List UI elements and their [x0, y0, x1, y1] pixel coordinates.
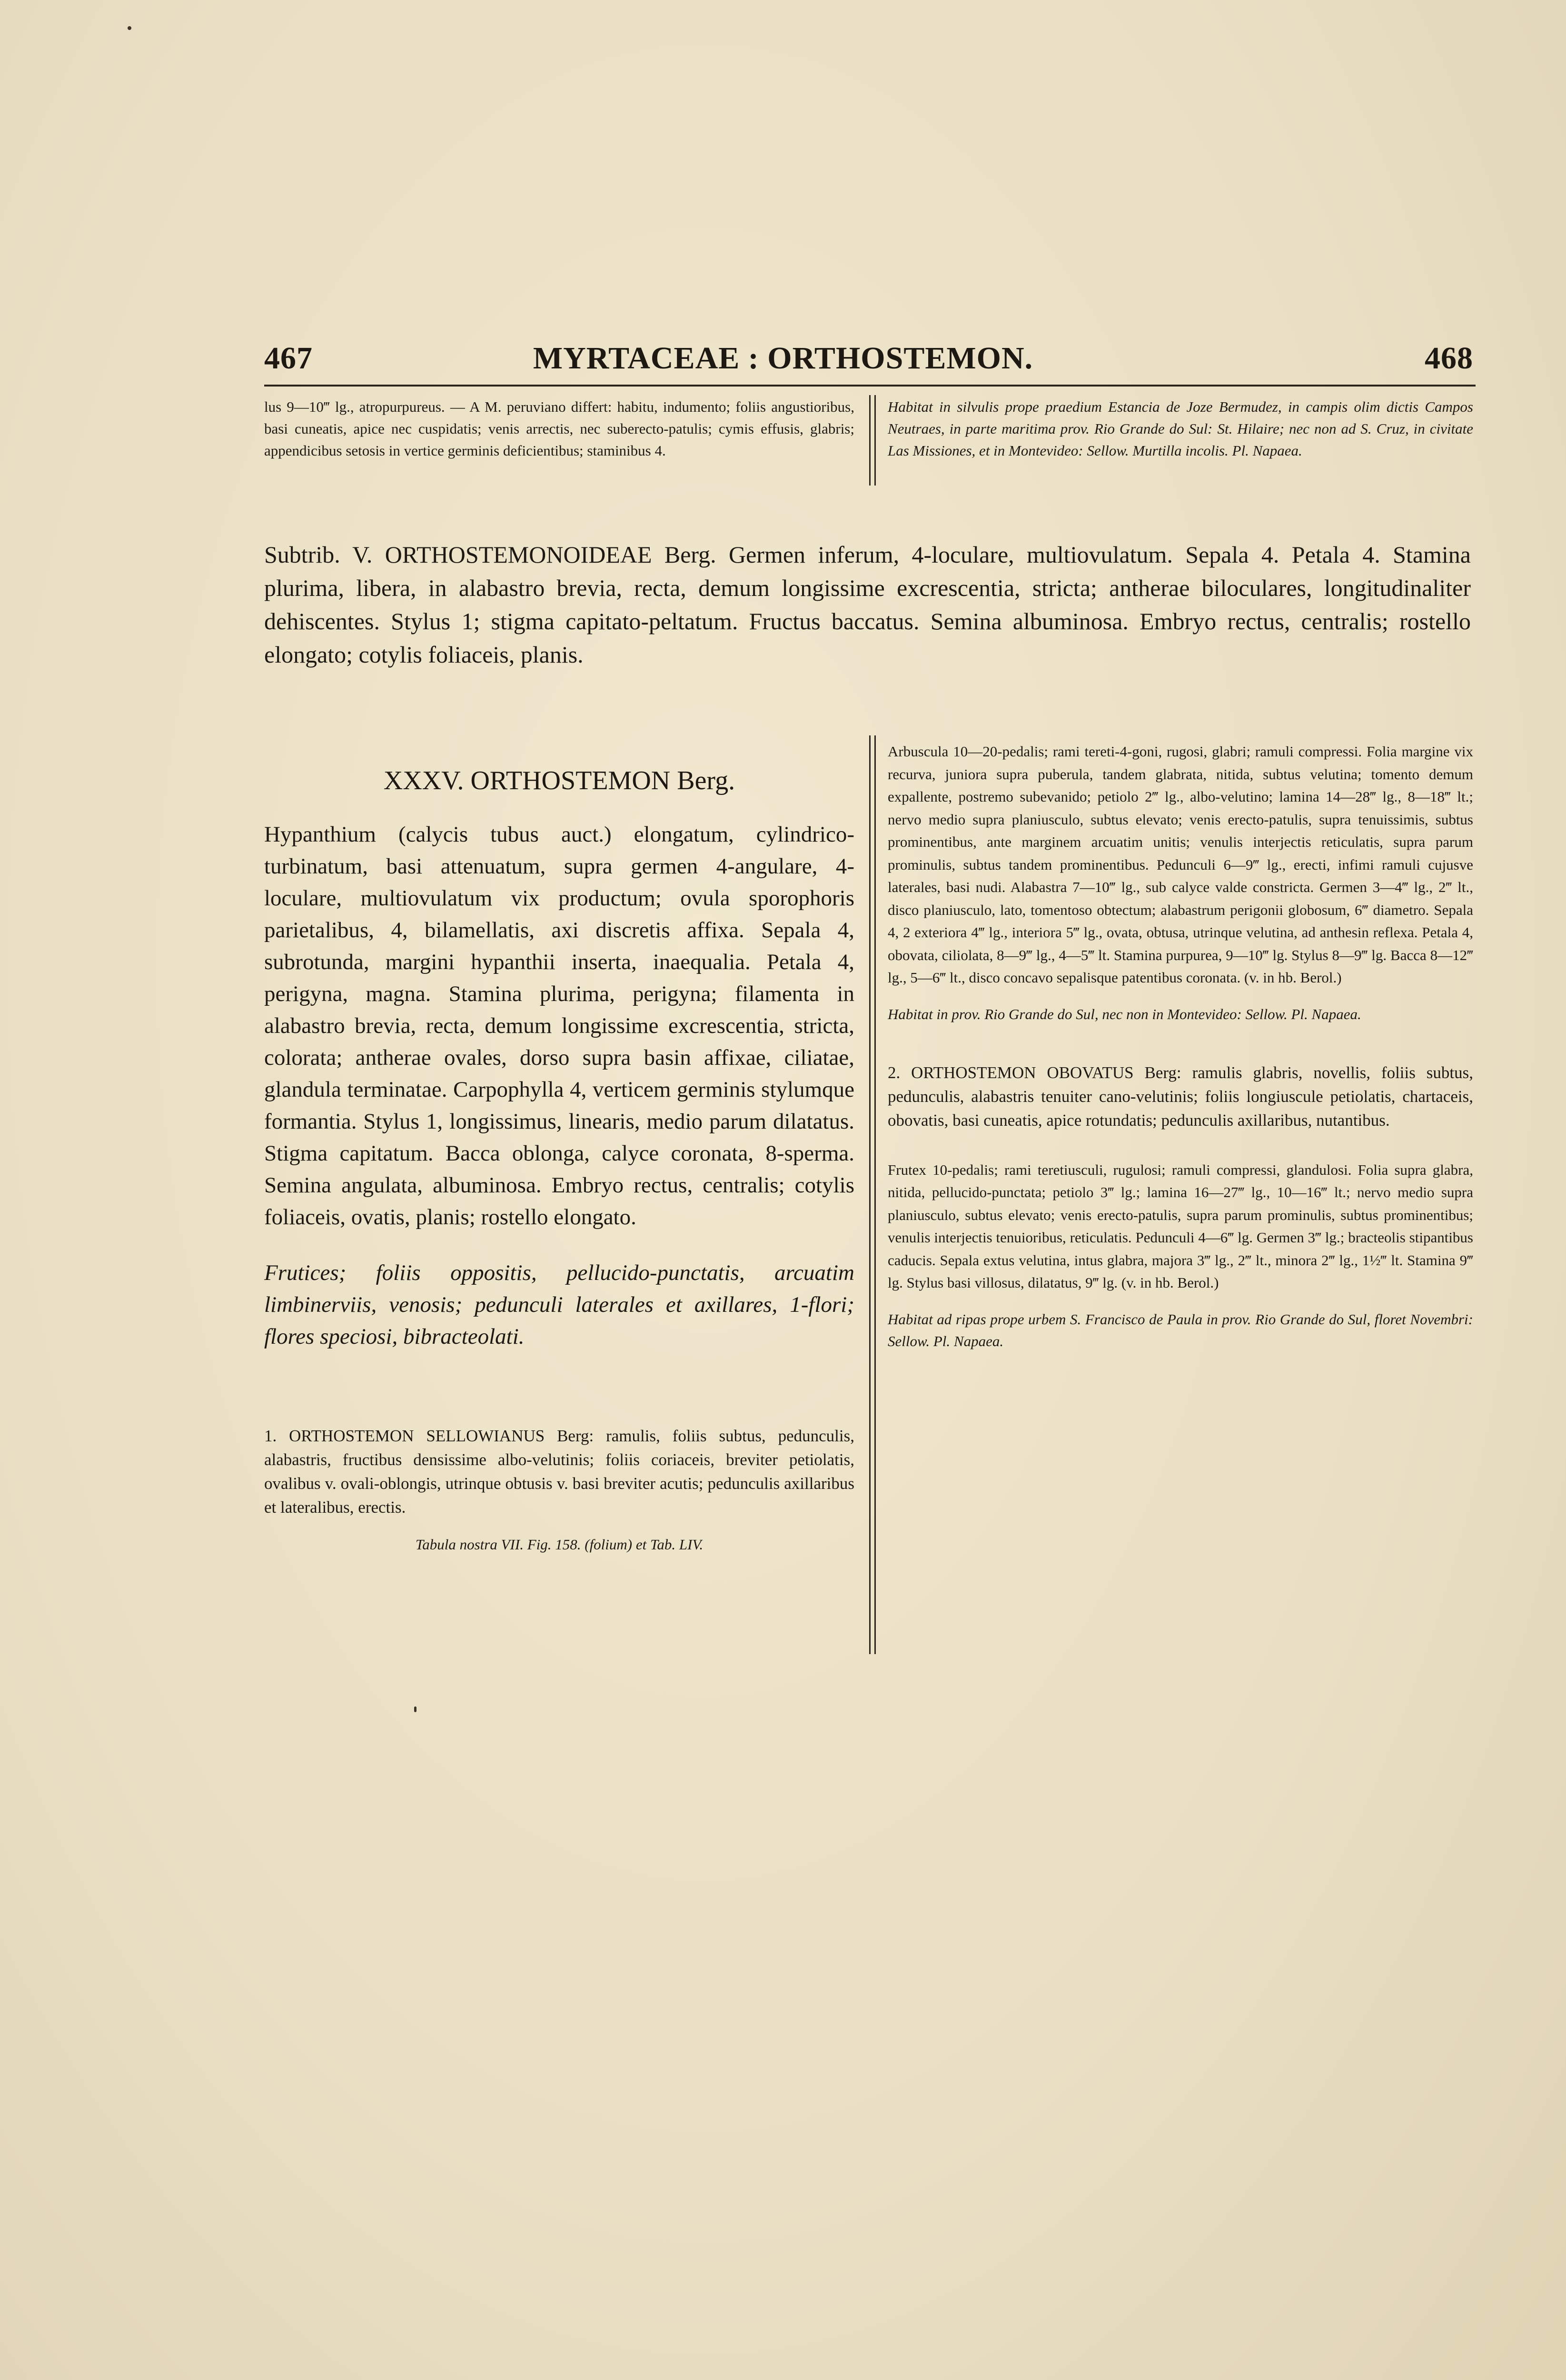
species-1-description: Arbuscula 10—20-pedalis; rami tereti-4-goni, rugosi, glabri; ramuli compressi. Folia margine vix recurva, juniora supra puberula, tandem glabrata, nitida, subtus velutina; tomento demum expallente, postremo subevanido; petiolo 2‴ lg., albo-velutino; lamina 14—28‴ lg., 8—18‴ lt.; nervo medio supra planiusculo, subtus elevato; venis erecto-patulis, supra tenuissimis, subtus prominentibus, ante marginem arcuatim unitis; venulis interjectis reticulatis, supra parum prominulis, subtus tandem prominentibus. Pedunculi 6—9‴ lg., erecti, infimi ramuli cujusve laterales, basi nudi. Alabastra 7—10‴ lg., sub calyce valde constricta. Germen 3—4‴ lg., 2‴ lt., disco planiusculo, lato, tomentoso obtectum; alabastrum perigonii globosum, 6‴ diametro. Sepala 4, 2 exteriora 4‴ lg., interiora 5‴ lg., ovata, obtusa, utrinque velutina, ad anthesin reflexa. Petala 4, obovata, ciliolata, 8—9‴ lg., 4—5‴ lt. Stamina purpurea, 9—10‴ lg. Stylus 8—9‴ lg. Bacca 8—12‴ lg., 5—6‴ lt., disco concavo sepalisque patentibus coronata. (v. in hb. Berol.) — [888, 743, 1473, 986]
page-number-right: 468 — [1425, 341, 1473, 376]
genus-title: XXXV. ORTHOSTEMON Berg. — [383, 766, 735, 795]
running-title: MYRTACEAE : ORTHOSTEMON. — [533, 341, 1033, 376]
species-2-habitat: Habitat ad ripas prope urbem S. Francisco de Paula in prov. Rio Grande do Sul, floret Novembri: Sellow. Pl. Napaea. — [888, 1310, 1473, 1349]
header-rule — [264, 385, 1476, 387]
species-1-table-reference: Tabula nostra VII. Fig. 158. (folium) et Tab. LIV. — [415, 1536, 704, 1553]
main-column-divider — [869, 735, 876, 1654]
subtribe-description: Subtrib. V. ORTHOSTEMONOIDEAE Berg. Germen inferum, 4-loculare, multiovulatum. Sepala 4. Petala 4. Stamina plurima, libera, in alabastro brevia, recta, demum longissime excrescentia, stricta; antherae biloculares, longitudinaliter dehiscentes. Stylus 1; stigma capitato-peltatum. Fructus baccatus. Semina albuminosa. Embryo rectus, centralis; rostello elongato; cotylis foliaceis, planis. — [264, 541, 1471, 668]
scan-speck — [128, 26, 131, 30]
species-2-diagnosis: 2. ORTHOSTEMON OBOVATUS Berg: ramulis glabris, novellis, foliis subtus, pedunculis, alabastris tenuiter cano-velutinis; foliis longiuscule petiolatis, chartaceis, obovatis, basi cuneatis, apice rotundatis; pedunculis axillaribus, nutantibus. — [888, 1063, 1473, 1130]
species-1-habitat: Habitat in prov. Rio Grande do Sul, nec non in Montevideo: Sellow. Pl. Napaea. — [888, 1005, 1361, 1022]
scan-speck — [414, 1706, 416, 1712]
top-column-divider — [869, 395, 876, 486]
species-1-diagnosis: 1. ORTHOSTEMON SELLOWIANUS Berg: ramulis, foliis subtus, pedunculis, alabastris, fructibus densissime albo-velutinis; foliis coriaceis, breviter petiolatis, ovalibus v. ovali-oblongis, utrinque obtusis v. basi breviter acutis; pedunculis axillaribus et lateralibus, erectis. — [264, 1427, 854, 1517]
species-2-description: Frutex 10-pedalis; rami teretiusculi, rugulosi; ramuli compressi, glandulosi. Folia supra glabra, nitida, pellucido-punctata; petiolo 3‴ lg.; lamina 16—27‴ lg., 10—16‴ lt.; nervo medio supra planiusculo, subtus elevato; venis erecto-patulis, supra parum prominulis, subtus prominentibus; venulis interjectis tenuioribus, reticulatis. Pedunculi 4—6‴ lg. Germen 3‴ lg.; bracteolis stipantibus caducis. Sepala extus velutina, intus glabra, majora 3‴ lg., 2‴ lt., minora 2‴ lg., 1½‴ lt. Stamina 9‴ lg. Stylus basi villosus, dilatatus, 9‴ lg. (v. in hb. Berol.) — [888, 1161, 1473, 1291]
genus-description: Hypanthium (calycis tubus auct.) elongatum, cylindrico-turbinatum, basi attenuatum, supra germen 4-angulare, 4-loculare, multiovulatum vix productum; ovula sporophoris parietalibus, 4, bilamellatis, axi discretis affixa. Sepala 4, subrotunda, margini hypanthii inserta, inaequalia. Petala 4, perigyna, magna. Stamina plurima, perigyna; filamenta in alabastro brevia, recta, demum longissime excrescentia, stricta, colorata; antherae ovales, dorso supra basin affixae, ciliatae, glandula terminatae. Carpophylla 4, verticem germinis stylumque formantia. Stylus 1, longissimus, linearis, medio parum dilatatus. Stigma capitatum. Bacca oblonga, calyce coronata, 8-sperma. Semina angulata, albuminosa. Embryo rectus, centralis; cotylis foliaceis, ovatis, planis; rostello elongato. — [264, 822, 854, 1230]
right-column — [888, 740, 1473, 1352]
genus-habit: Frutices; foliis oppositis, pellucido-punctatis, arcuatim limbinerviis, venosis; pedunculi laterales et axillares, 1-flori; flores speciosi, bibracteolati. — [264, 1260, 854, 1349]
top-right-habitat: Habitat in silvulis prope praedium Estancia de Joze Bermudez, in campis olim dictis Campos Neutraes, in parte maritima prov. Rio Grande do Sul: St. Hilaire; nec non ad S. Cruz, in civitate Las Missiones, et in Montevideo: Sellow. Murtilla incolis. Pl. Napaea. — [888, 398, 1473, 459]
left-column — [264, 762, 854, 1556]
top-left-paragraph: lus 9—10‴ lg., atropurpureus. — A M. peruviano differt: habitu, indumento; foliis angustioribus, basi cuneatis, apice nec cuspidatis; venis arrectis, nec suberecto-patulis; cymis effusis, glabris; appendicibus setosis in vertice germinis deficientibus; staminibus 4. — [264, 398, 854, 459]
page-number-left: 467 — [264, 341, 313, 376]
